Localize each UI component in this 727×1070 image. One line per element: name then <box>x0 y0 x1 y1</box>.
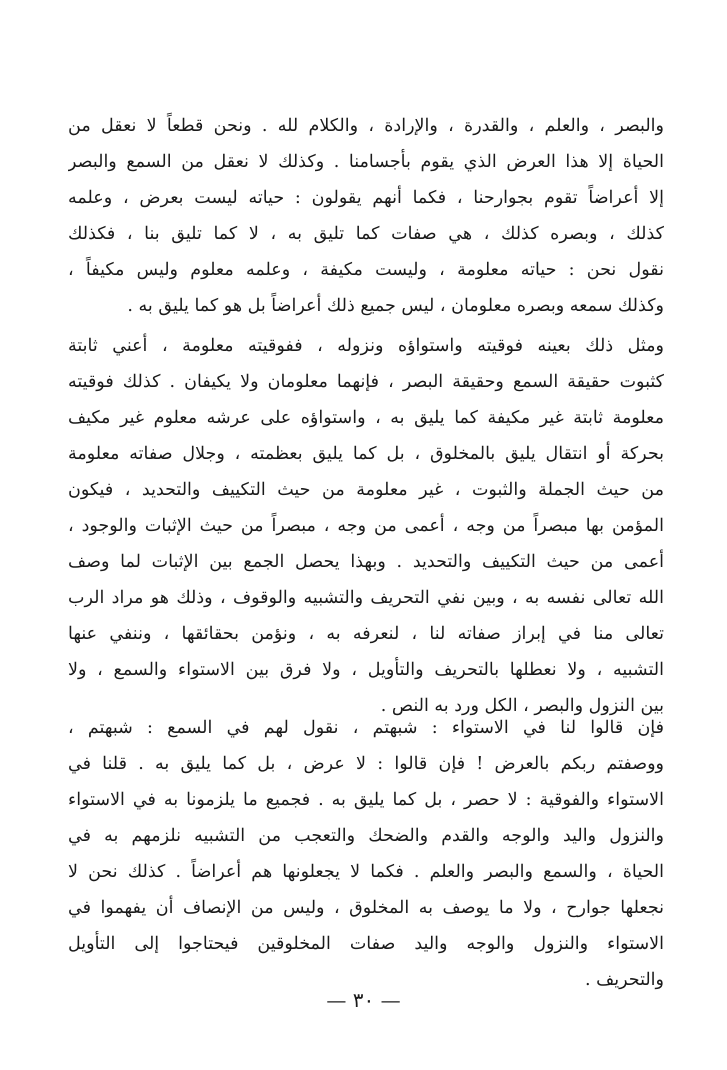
paragraph-3 <box>68 710 664 998</box>
paragraph-1 <box>68 108 664 324</box>
text-line: المؤمن بها مبصراً من وجه ، أعمى من وجه ، مبصراً من حيث الإثبات والوجود ، <box>68 516 664 536</box>
text-line: وكذلك سمعه وبصره معلومان ، ليس جميع ذلك أعراضاً بل هو كما يليق به . <box>127 296 664 316</box>
text-line: الحياة ، والسمع والبصر والعلم . فكما لا يجعلونها هم أعراضاً . كذلك نحن لا <box>68 862 664 882</box>
text-line: الله تعالى نفسه به ، وبين نفي التحريف والتشبيه والوقوف ، وذلك هو مراد الرب <box>68 588 664 608</box>
text-line: فإن قالوا لنا في الاستواء : شبهتم ، نقول لهم في السمع : شبهتم ، <box>68 718 664 738</box>
text-line: الحياة إلا هذا العرض الذي يقوم بأجسامنا . وكذلك لا نعقل من السمع والبصر <box>68 152 664 172</box>
text-line: بين النزول والبصر ، الكل ورد به النص . <box>380 696 664 716</box>
text-line: كثبوت حقيقة السمع وحقيقة البصر ، فإنهما معلومان ولا يكيفان . كذلك فوقيته <box>68 372 664 392</box>
text-line: والنزول واليد والوجه والقدم والضحك والتعجب من التشبيه نلزمهم به في <box>68 826 664 846</box>
text-line: أعمى من حيث التكييف والتحديد . وبهذا يحصل الجمع بين الإثبات لما وصف <box>68 552 664 572</box>
page-number: — ٣٠ — <box>326 988 401 1012</box>
text-line: كذلك ، وبصره كذلك ، هي صفات كما تليق به ، لا كما تليق بنا ، فكذلك <box>68 224 664 244</box>
text-line: بحركة أو انتقال يليق بالمخلوق ، بل كما يليق بعظمته ، وجلال صفاته معلومة <box>68 444 664 464</box>
text-line: والبصر ، والعلم ، والقدرة ، والإرادة ، والكلام لله . ونحن قطعاً لا نعقل من <box>68 116 664 136</box>
text-line: معلومة ثابتة غير مكيفة كما يليق به ، واستواؤه على عرشه معلوم غير مكيف <box>68 408 664 428</box>
text-line: من حيث الجملة والثبوت ، غير معلومة من حيث التكييف والتحديد ، فيكون <box>68 480 664 500</box>
text-line: تعالى منا في إبراز صفاته لنا ، لنعرفه به ، ونؤمن بحقائقها ، وننفي عنها <box>68 624 664 644</box>
paragraph-2 <box>68 328 664 724</box>
text-line: إلا أعراضاً تقوم بجوارحنا ، فكما أنهم يقولون : حياته ليست بعرض ، وعلمه <box>68 188 664 208</box>
text-line: نجعلها جوارح ، ولا ما يوصف به المخلوق ، وليس من الإنصاف أن يفهموا في <box>68 898 664 918</box>
text-line: الاستواء والفوقية : لا حصر ، بل كما يليق به . فجميع ما يلزمونا به في الاستواء <box>68 790 664 810</box>
text-line: نقول نحن : حياته معلومة ، وليست مكيفة ، وعلمه معلوم وليس مكيفاً ، <box>68 260 664 280</box>
text-line: الاستواء والنزول والوجه واليد صفات المخلوقين فيحتاجوا إلى التأويل <box>68 934 664 954</box>
text-line: والتحريف . <box>585 970 664 990</box>
text-line: ووصفتم ربكم بالعرض ! فإن قالوا : لا عرض ، بل كما يليق به . قلنا في <box>68 754 664 774</box>
text-line: ومثل ذلك بعينه فوقيته واستواؤه ونزوله ، ففوقيته معلومة ، أعني ثابتة <box>68 336 664 356</box>
text-line: التشبيه ، ولا نعطلها بالتحريف والتأويل ، ولا فرق بين الاستواء والسمع ، ولا <box>68 660 664 680</box>
